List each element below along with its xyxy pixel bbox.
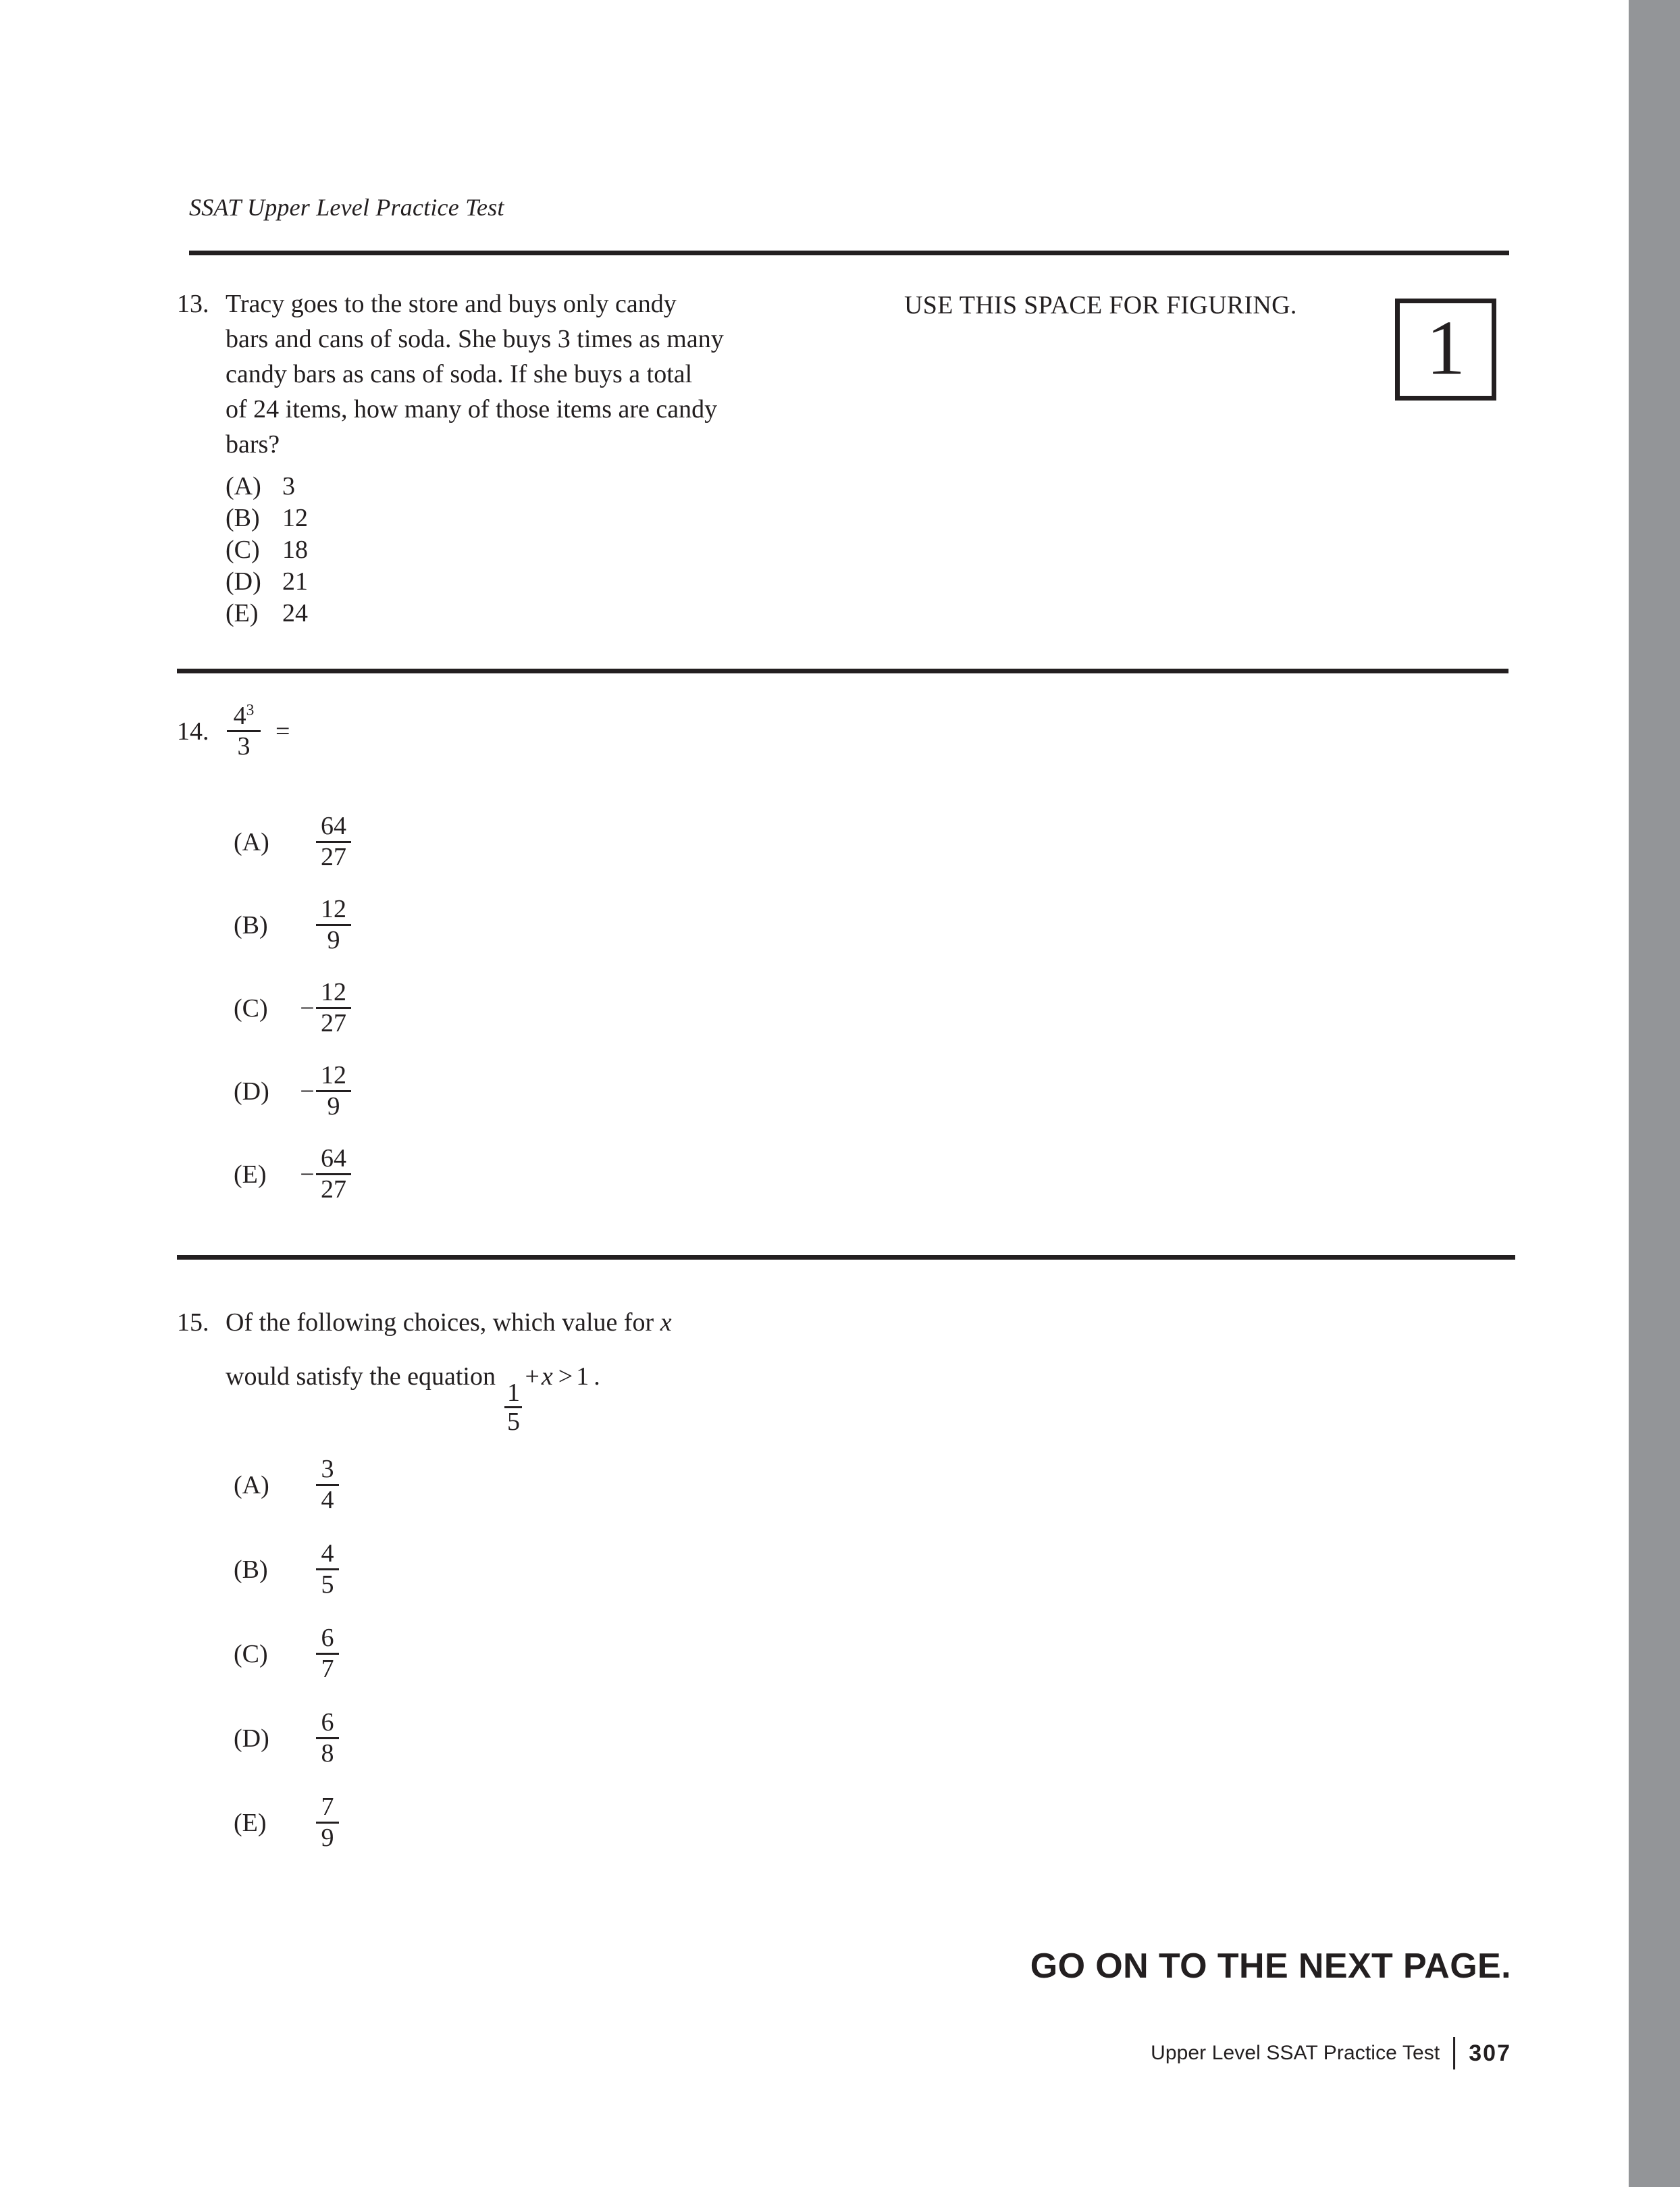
expression-denominator: 3 (227, 730, 261, 760)
choice-option[interactable] (226, 598, 308, 629)
fraction-denominator: 8 (316, 1737, 339, 1768)
choice-option[interactable] (234, 1145, 351, 1204)
choice-label: (A) (234, 827, 269, 856)
choice-fraction (316, 813, 351, 871)
choice-fraction (316, 896, 351, 954)
go-on-notice: GO ON TO THE NEXT PAGE. (1030, 1947, 1511, 1986)
fraction-numerator: 6 (321, 1624, 334, 1653)
choice-label: (C) (234, 994, 268, 1023)
question-15-line-1 (226, 1305, 672, 1340)
choice-option[interactable] (234, 1624, 339, 1683)
choice-value: 21 (282, 567, 308, 596)
fraction-denominator: 27 (316, 1007, 351, 1037)
choice-label: (E) (234, 1160, 267, 1189)
equation-period: . (594, 1362, 600, 1391)
question-13-line: candy bars as cans of soda. If she buys a total (226, 360, 693, 388)
question-13-stem (226, 286, 724, 462)
choice-sign: − (300, 994, 315, 1023)
equals-sign: = (275, 717, 290, 746)
choice-value: 18 (282, 536, 308, 564)
fraction-denominator: 5 (504, 1406, 522, 1435)
fraction-denominator: 27 (316, 841, 351, 871)
fraction-numerator: 64 (321, 812, 346, 840)
question-13-line: bars and cans of soda. She buys 3 times as many (226, 325, 724, 353)
fraction-denominator: 9 (316, 1822, 339, 1852)
equation-fraction (504, 1379, 522, 1436)
fraction-denominator: 9 (316, 1090, 351, 1121)
equation-relation: > (558, 1362, 573, 1391)
choice-sign: − (300, 1077, 315, 1106)
choice-label: (C) (234, 1639, 268, 1668)
choice-label: (D) (226, 567, 261, 596)
choice-option[interactable] (226, 471, 308, 503)
choice-option[interactable] (226, 566, 308, 598)
choice-option[interactable] (226, 503, 308, 534)
fraction-denominator: 7 (316, 1653, 339, 1683)
choice-option[interactable] (234, 1456, 339, 1514)
choice-fraction (316, 1456, 339, 1514)
footer-title: Upper Level SSAT Practice Test (1151, 2042, 1440, 2064)
choice-option[interactable] (234, 1540, 339, 1599)
choice-label: (E) (226, 599, 259, 627)
header-rule (189, 251, 1509, 255)
fraction-numerator: 12 (321, 895, 346, 924)
choice-label: (B) (234, 910, 268, 940)
equation-rhs: 1 (576, 1362, 589, 1391)
fraction-numerator: 1 (506, 1378, 520, 1407)
question-13-number: 13. (177, 290, 209, 318)
fraction-denominator: 4 (316, 1484, 339, 1514)
question-15-stem (226, 1305, 672, 1435)
fraction-denominator: 5 (316, 1568, 339, 1599)
equation-plus: + (525, 1362, 540, 1391)
question-14-number: 14. (177, 717, 209, 746)
choice-fraction (316, 1540, 339, 1599)
fraction-numerator: 3 (321, 1455, 334, 1483)
gutter-bar (1629, 0, 1680, 2187)
choice-value: 24 (282, 599, 308, 627)
fraction-denominator: 9 (316, 924, 351, 954)
question-15 (177, 1305, 920, 1435)
choice-label: (D) (234, 1077, 269, 1106)
footer-divider (1453, 2037, 1455, 2069)
question-14-stem (177, 702, 290, 761)
choice-option[interactable] (234, 1709, 339, 1768)
choice-label: (A) (234, 1470, 269, 1499)
choice-value: 12 (282, 504, 308, 532)
question-15-variable: x (660, 1308, 672, 1337)
expression-exponent: 3 (246, 701, 255, 719)
equation-variable: x (541, 1362, 553, 1391)
choice-label: (B) (226, 504, 260, 532)
use-this-space-for-figuring-note: USE THIS SPACE FOR FIGURING. (904, 291, 1297, 319)
question-13 (177, 286, 866, 462)
question-separator-rule (177, 1255, 1515, 1260)
question-separator-rule (177, 669, 1508, 673)
question-14-expression (227, 702, 261, 761)
question-15-line-2-text: would satisfy the equation (226, 1362, 496, 1391)
choice-label: (B) (234, 1555, 268, 1584)
fraction-numerator: 4 (321, 1539, 334, 1568)
question-15-number: 15. (177, 1308, 209, 1337)
fraction-numerator: 7 (321, 1793, 334, 1822)
choice-label: (A) (226, 472, 261, 500)
fraction-numerator: 12 (321, 1061, 346, 1090)
question-15-choices (234, 1456, 339, 1852)
question-14-choices (234, 813, 351, 1204)
choice-option[interactable] (234, 813, 351, 871)
choice-option[interactable] (234, 896, 351, 954)
choice-fraction (316, 979, 351, 1037)
choice-fraction (316, 1624, 339, 1683)
section-number: 1 (1426, 305, 1465, 392)
page-footer (1151, 2037, 1511, 2069)
fraction-numerator: 6 (321, 1708, 334, 1737)
choice-fraction (316, 1793, 339, 1852)
choice-option[interactable] (226, 534, 308, 566)
choice-sign: − (300, 1160, 315, 1189)
question-15-line-2 (226, 1359, 672, 1435)
running-head: SSAT Upper Level Practice Test (189, 194, 504, 221)
choice-option[interactable] (234, 1062, 351, 1121)
choice-label: (C) (226, 536, 260, 564)
choice-fraction (316, 1062, 351, 1121)
choice-fraction (316, 1709, 339, 1768)
question-13-line: bars? (226, 430, 280, 459)
question-13-line: of 24 items, how many of those items are candy (226, 395, 718, 423)
question-13-choices (226, 471, 308, 629)
choice-value: 3 (282, 472, 295, 500)
choice-option[interactable] (234, 1793, 339, 1852)
fraction-denominator: 27 (316, 1173, 351, 1204)
expression-base: 4 (233, 702, 246, 730)
choice-label: (D) (234, 1724, 269, 1753)
section-number-box (1395, 299, 1496, 401)
page-number: 307 (1469, 2040, 1511, 2066)
fraction-numerator: 12 (321, 978, 346, 1007)
expression-numerator (227, 702, 261, 730)
choice-fraction (316, 1145, 351, 1204)
fraction-numerator: 64 (321, 1144, 346, 1173)
question-15-line-1-text: Of the following choices, which value for (226, 1308, 654, 1337)
choice-label: (E) (234, 1808, 267, 1837)
choice-option[interactable] (234, 979, 351, 1037)
question-13-line: Tracy goes to the store and buys only candy (226, 290, 677, 318)
